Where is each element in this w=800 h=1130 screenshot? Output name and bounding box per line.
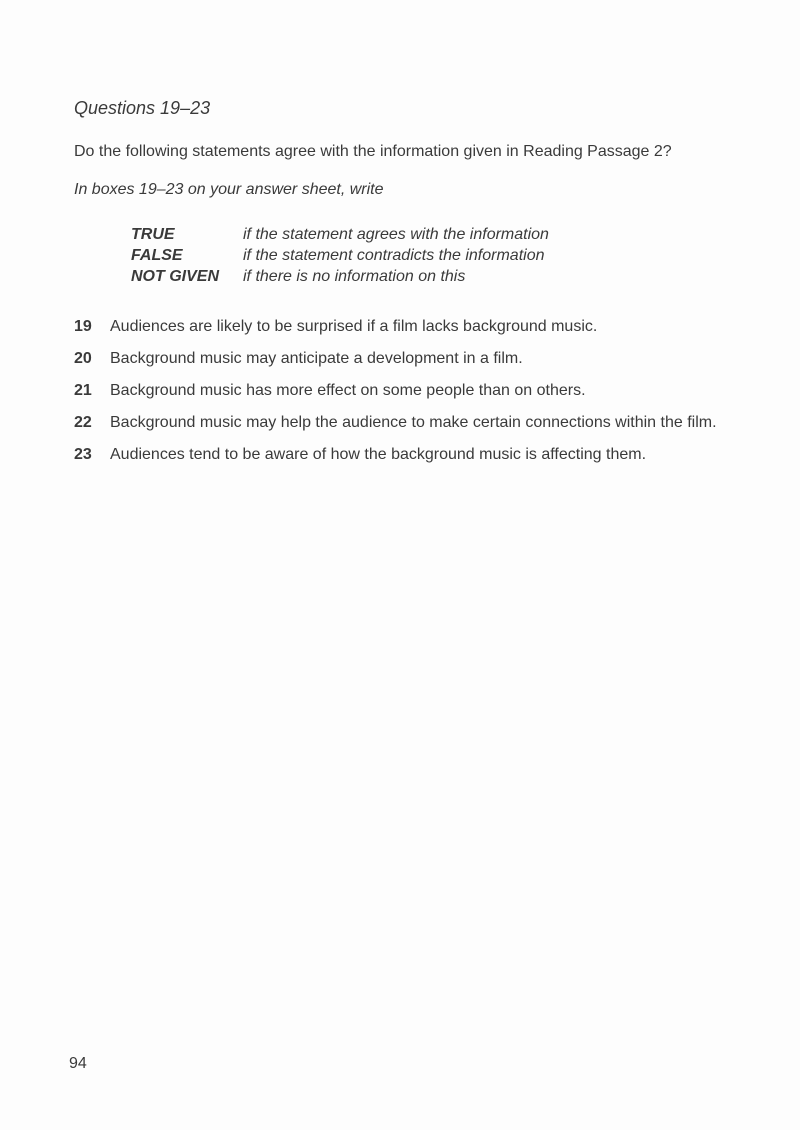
question-number: 19 (74, 318, 92, 335)
question-list (74, 316, 724, 476)
page-number: 94 (69, 1055, 87, 1072)
question-number: 22 (74, 414, 92, 431)
key-row-true (131, 224, 549, 245)
key-term: NOT GIVEN (131, 268, 220, 285)
question-text: Audiences are likely to be surprised if a film lacks background music. (110, 318, 598, 335)
key-term: FALSE (131, 247, 183, 264)
question-text: Background music may anticipate a development in a film. (110, 350, 523, 367)
question-number: 20 (74, 350, 92, 367)
question-text: Audiences tend to be aware of how the background music is affecting them. (110, 446, 647, 463)
question-text: Background music has more effect on some people than on others. (110, 382, 586, 399)
question-item (74, 444, 724, 465)
question-item (74, 348, 724, 369)
question-item (74, 412, 724, 433)
key-row-not-given (131, 266, 549, 287)
key-term: TRUE (131, 226, 175, 243)
question-item (74, 316, 724, 337)
answer-sheet-instruction: In boxes 19–23 on your answer sheet, write (74, 181, 384, 198)
question-number: 23 (74, 446, 92, 463)
instruction-text: Do the following statements agree with the information given in Reading Passage 2? (74, 143, 672, 160)
key-definition: if there is no information on this (243, 268, 466, 285)
section-heading: Questions 19–23 (74, 98, 211, 118)
key-definition: if the statement agrees with the information (243, 226, 549, 243)
answer-key-table (131, 224, 549, 287)
key-definition: if the statement contradicts the information (243, 247, 545, 264)
question-number: 21 (74, 382, 92, 399)
question-item (74, 380, 724, 401)
question-text: Background music may help the audience to make certain connections within the film. (110, 414, 717, 431)
key-row-false (131, 245, 549, 266)
